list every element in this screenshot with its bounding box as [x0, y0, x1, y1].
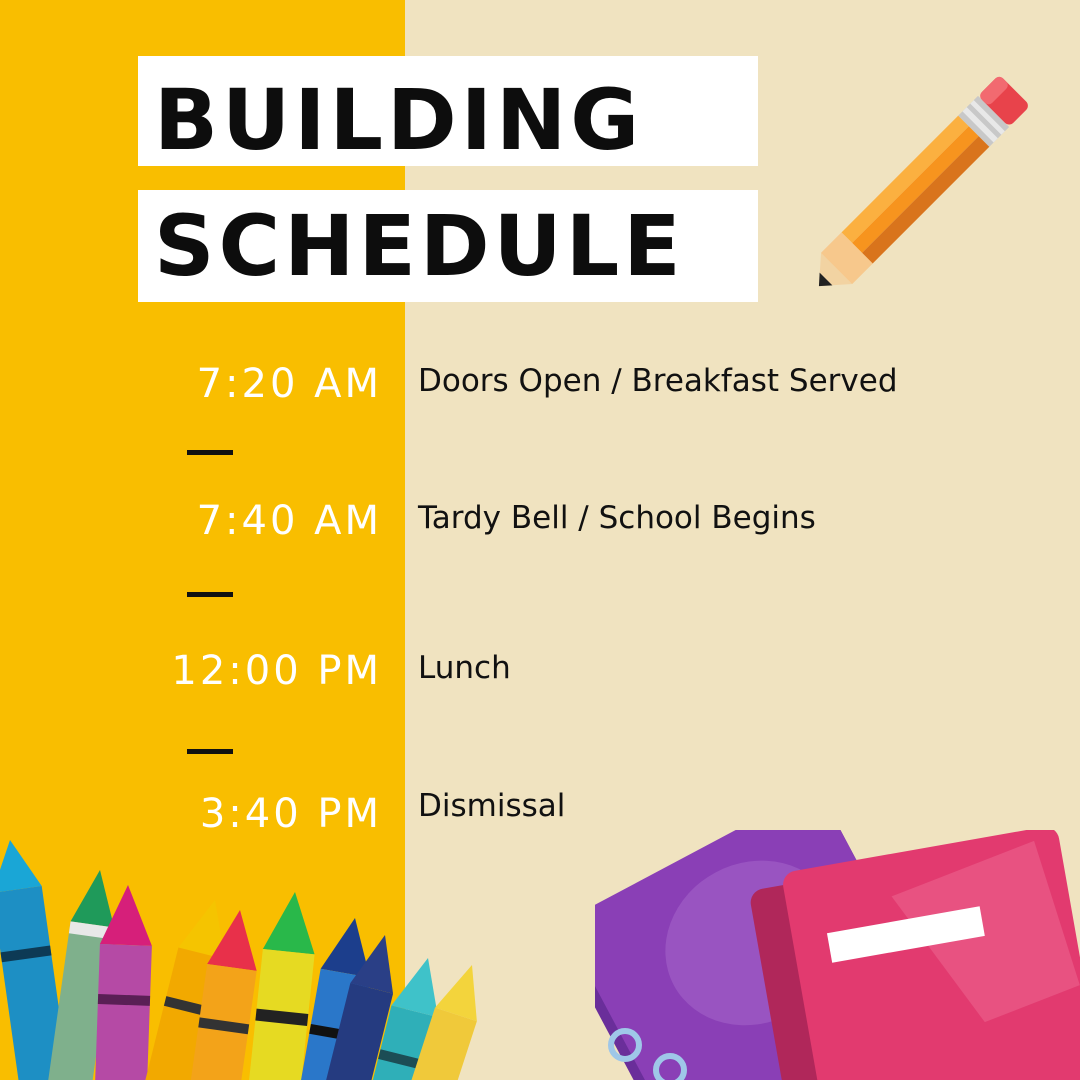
title-box-line2 [138, 190, 758, 302]
title-line1: BUILDING [154, 71, 644, 169]
event-label-3: Lunch [418, 650, 511, 686]
event-label-4: Dismissal [418, 788, 566, 824]
time-slot-4: 3:40 PM [199, 791, 382, 837]
dash-divider-1 [187, 450, 233, 455]
title-line2: SCHEDULE [154, 197, 685, 295]
crayons-illustration [0, 840, 500, 1080]
time-slot-2: 7:40 AM [196, 498, 382, 544]
notebooks-illustration [595, 830, 1080, 1080]
dash-divider-3 [187, 749, 233, 754]
event-label-2: Tardy Bell / School Begins [418, 500, 816, 536]
event-label-1: Doors Open / Breakfast Served [418, 363, 898, 399]
pencil-icon [790, 50, 1060, 310]
dash-divider-2 [187, 592, 233, 597]
time-slot-1: 7:20 AM [196, 361, 382, 407]
time-slot-3: 12:00 PM [171, 648, 382, 694]
title-box-line1 [138, 56, 758, 169]
